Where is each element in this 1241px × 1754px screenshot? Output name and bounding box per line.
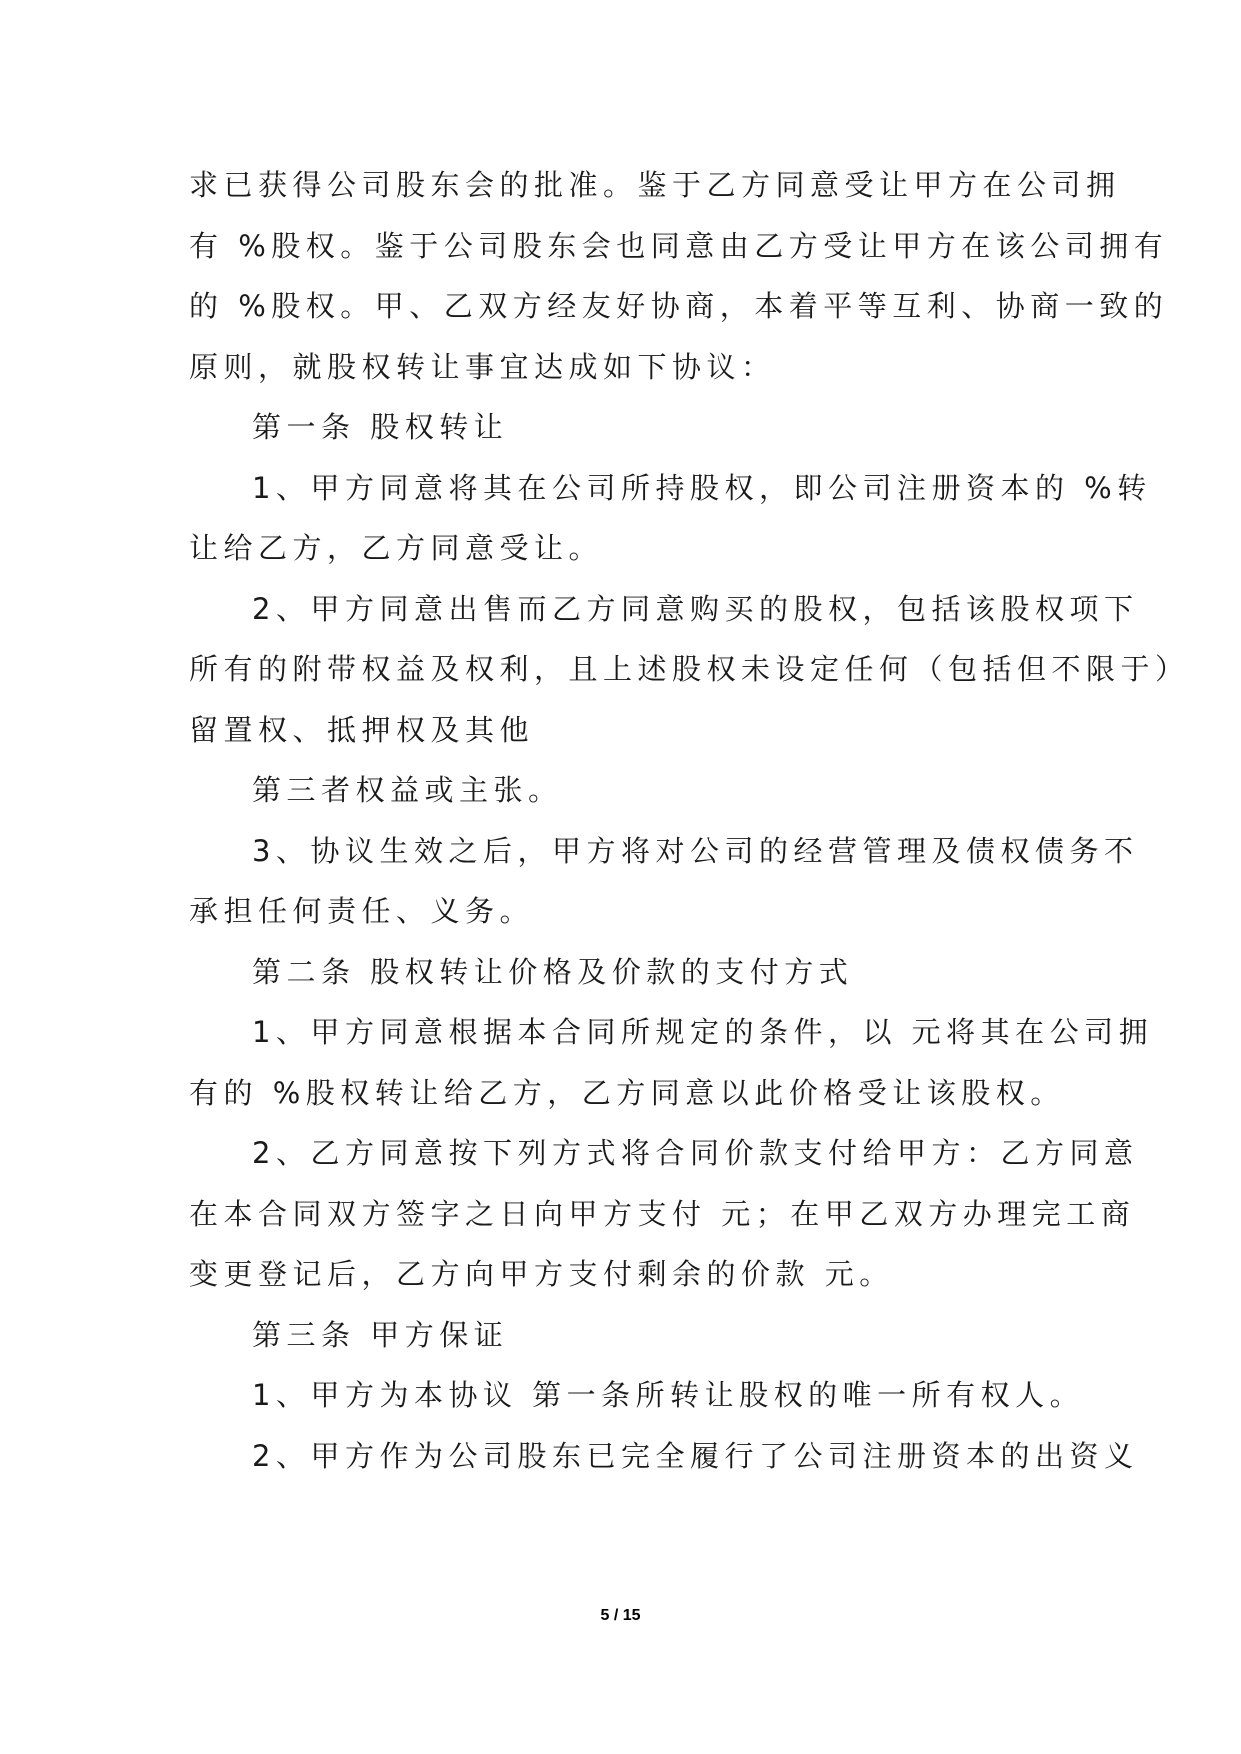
clause-line: 1、甲方同意根据本合同所规定的条件，以 元将其在公司拥 (252, 1015, 1154, 1049)
body-text-line: 的 %股权。甲、乙双方经友好协商，本着平等互利、协商一致的 (189, 289, 1169, 323)
page-number: 5 / 15 (600, 1607, 641, 1624)
body-text-line: 求已获得公司股东会的批准。鉴于乙方同意受让甲方在公司拥 (189, 168, 1121, 202)
clause-line: 2、乙方同意按下列方式将合同价款支付给甲方：乙方同意 (252, 1136, 1139, 1170)
body-text-line: 第三者权益或主张。 (252, 773, 563, 807)
clause-line: 2、甲方同意出售而乙方同意购买的股权，包括该股权项下 (252, 591, 1139, 626)
body-text-line: 让给乙方，乙方同意受让。 (189, 531, 604, 565)
body-text-line: 留置权、抵押权及其他 (189, 712, 535, 747)
document-body (189, 155, 1190, 1486)
article-heading: 第二条 股权转让价格及价款的支付方式 (252, 954, 854, 989)
article-heading: 第一条 股权转让 (252, 410, 509, 444)
body-text-line: 有 %股权。鉴于公司股东会也同意由乙方受让甲方在该公司拥有 (189, 228, 1169, 263)
clause-line: 3、协议生效之后，甲方将对公司的经营管理及债权债务不 (252, 833, 1139, 868)
body-text-line: 原则，就股权转让事宜达成如下协议： (189, 349, 776, 384)
body-text-line: 有的 %股权转让给乙方，乙方同意以此价格受让该股权。 (189, 1075, 1065, 1110)
clause-line: 1、甲方同意将其在公司所持股权，即公司注册资本的 %转 (252, 470, 1152, 505)
article-heading: 第三条 甲方保证 (252, 1317, 509, 1352)
body-text-line: 在本合同双方签字之日向甲方支付 元；在甲乙双方办理完工商 (189, 1196, 1136, 1231)
body-text-line: 变更登记后，乙方向甲方支付剩余的价款 元。 (189, 1257, 894, 1291)
clause-line: 1、甲方为本协议 第一条所转让股权的唯一所有权人。 (252, 1378, 1085, 1412)
body-text-line: 承担任何责任、义务。 (189, 894, 535, 928)
clause-line: 2、甲方作为公司股东已完全履行了公司注册资本的出资义 (252, 1438, 1139, 1473)
body-text-line: 所有的附带权益及权利，且上述股权未设定任何（包括但不限于） (189, 652, 1190, 686)
